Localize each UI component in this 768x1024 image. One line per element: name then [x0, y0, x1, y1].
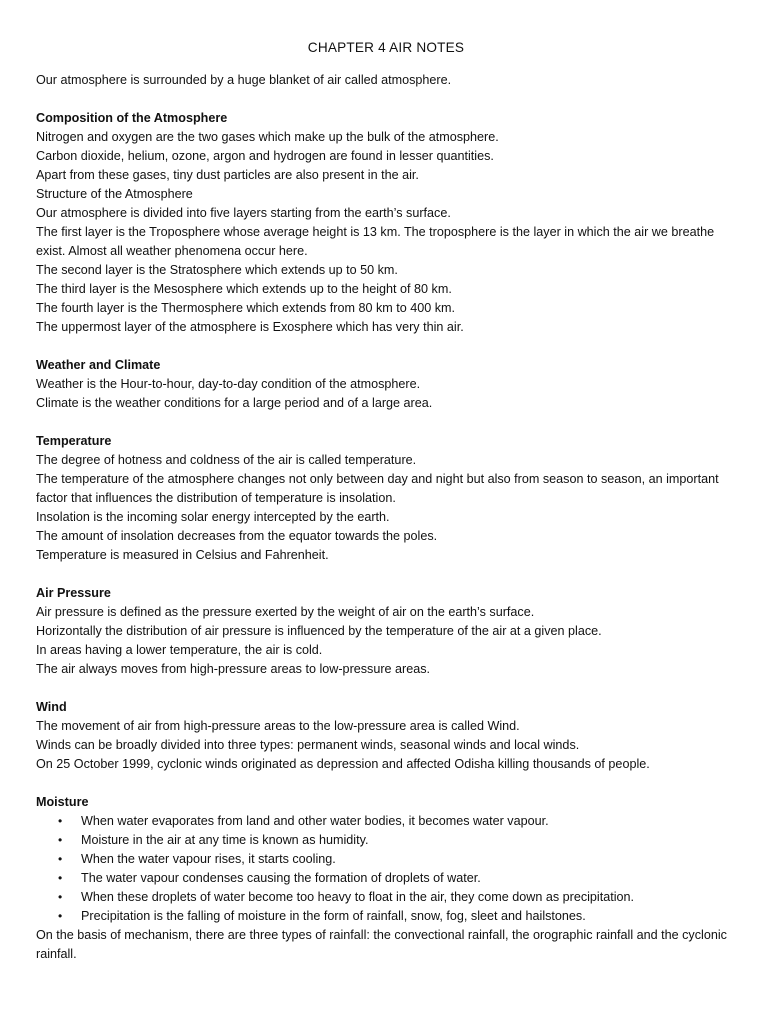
moisture-bullet-list [36, 812, 736, 926]
text-line: Carbon dioxide, helium, ozone, argon and hydrogen are found in lesser quantities. [36, 149, 494, 163]
section-heading: Weather and Climate [36, 358, 161, 372]
list-item [36, 907, 736, 926]
list-item [36, 850, 736, 869]
text-line: The movement of air from high-pressure areas to the low-pressure area is called Wind. [36, 719, 520, 733]
section-heading: Composition of the Atmosphere [36, 111, 228, 125]
list-item-text: When the water vapour rises, it starts cooling. [81, 852, 336, 866]
text-line: The degree of hotness and coldness of the air is called temperature. [36, 453, 417, 467]
list-item [36, 869, 736, 888]
section-weather-climate [36, 356, 736, 413]
text-line: Temperature is measured in Celsius and Fahrenheit. [36, 548, 329, 562]
text-line: Climate is the weather conditions for a large period and of a large area. [36, 396, 433, 410]
text-line: On 25 October 1999, cyclonic winds originated as depression and affected Odisha killing thousands of people. [36, 757, 650, 771]
text-line: Air pressure is defined as the pressure exerted by the weight of air on the earth’s surface. [36, 605, 535, 619]
text-line: The temperature of the atmosphere changes not only between day and night but also from season to season, an important factor that influences the distribution of temperature is insolation. [36, 472, 719, 505]
list-item-text: When these droplets of water become too heavy to float in the air, they come down as precipitation. [81, 890, 635, 904]
section-heading: Temperature [36, 434, 112, 448]
section-moisture [36, 793, 736, 964]
text-line: The third layer is the Mesosphere which extends up to the height of 80 km. [36, 282, 452, 296]
bullet-icon: • [58, 871, 63, 885]
text-line: Structure of the Atmosphere [36, 187, 193, 201]
text-line: Insolation is the incoming solar energy intercepted by the earth. [36, 510, 390, 524]
text-line: In areas having a lower temperature, the air is cold. [36, 643, 323, 657]
closing-paragraph: On the basis of mechanism, there are three types of rainfall: the convectional rainfall, the orographic rainfall and the cyclonic rainfall. [36, 928, 727, 961]
text-line: The first layer is the Troposphere whose average height is 13 km. The troposphere is the layer in which the air we breathe exist. Almost all weather phenomena occur here. [36, 225, 715, 258]
list-item [36, 888, 736, 907]
section-heading: Air Pressure [36, 586, 111, 600]
text-line: Weather is the Hour-to-hour, day-to-day condition of the atmosphere. [36, 377, 421, 391]
text-line: The air always moves from high-pressure areas to low-pressure areas. [36, 662, 431, 676]
text-line: Winds can be broadly divided into three types: permanent winds, seasonal winds and local winds. [36, 738, 580, 752]
list-item-text: Moisture in the air at any time is known as humidity. [81, 833, 369, 847]
section-air-pressure [36, 584, 736, 679]
text-line: Our atmosphere is divided into five layers starting from the earth’s surface. [36, 206, 451, 220]
text-line: The amount of insolation decreases from the equator towards the poles. [36, 529, 438, 543]
section-heading: Moisture [36, 795, 89, 809]
list-item-text: The water vapour condenses causing the formation of droplets of water. [81, 871, 481, 885]
bullet-icon: • [58, 909, 63, 923]
list-item [36, 812, 736, 831]
bullet-icon: • [58, 814, 63, 828]
text-line: The second layer is the Stratosphere which extends up to 50 km. [36, 263, 398, 277]
bullet-icon: • [58, 852, 63, 866]
document-page [36, 38, 736, 964]
bullet-icon: • [58, 833, 63, 847]
text-line: Horizontally the distribution of air pressure is influenced by the temperature of the air at a given place. [36, 624, 602, 638]
section-composition [36, 109, 736, 337]
section-wind [36, 698, 736, 774]
document-title: CHAPTER 4 AIR NOTES [307, 40, 465, 55]
text-line: Apart from these gases, tiny dust particles are also present in the air. [36, 168, 419, 182]
section-temperature [36, 432, 736, 565]
bullet-icon: • [58, 890, 63, 904]
section-heading: Wind [36, 700, 67, 714]
intro-paragraph: Our atmosphere is surrounded by a huge blanket of air called atmosphere. [36, 73, 452, 87]
list-item-text: Precipitation is the falling of moisture in the form of rainfall, snow, fog, sleet and hailstones. [81, 909, 586, 923]
list-item [36, 831, 736, 850]
text-line: The uppermost layer of the atmosphere is Exosphere which has very thin air. [36, 320, 464, 334]
text-line: The fourth layer is the Thermosphere which extends from 80 km to 400 km. [36, 301, 456, 315]
text-line: Nitrogen and oxygen are the two gases which make up the bulk of the atmosphere. [36, 130, 499, 144]
list-item-text: When water evaporates from land and other water bodies, it becomes water vapour. [81, 814, 549, 828]
